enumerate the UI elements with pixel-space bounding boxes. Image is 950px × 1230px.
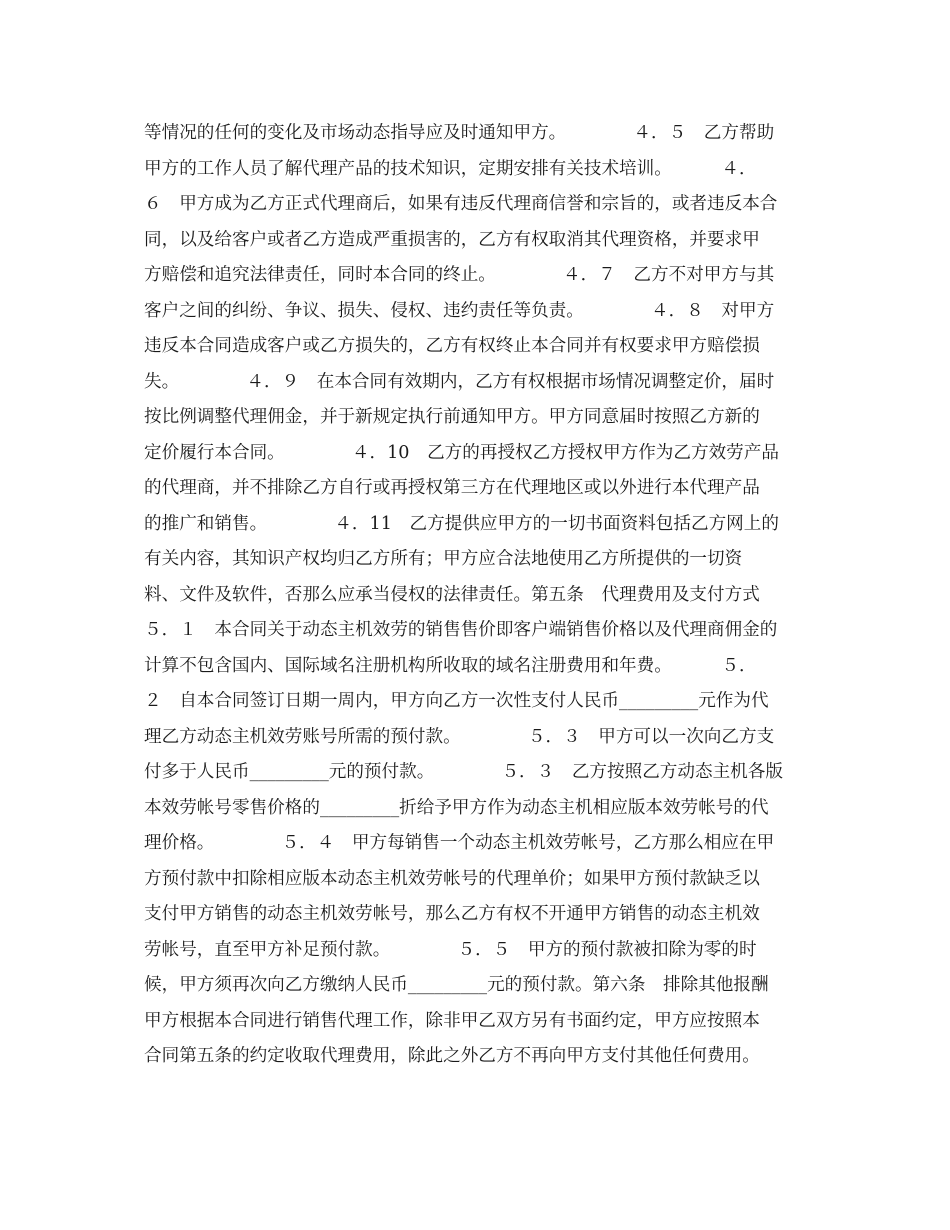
text-line: ６ 甲方成为乙方正式代理商后，如果有违反代理商信誉和宗旨的，或者违反本合 xyxy=(144,194,778,214)
text-line: 候，甲方须再次向乙方缴纳人民币_________元的预付款。第六条 排除其他报酬 xyxy=(144,975,769,995)
text-line: 方预付款中扣除相应版本动态主机效劳帐号的代理单价；如果甲方预付款缺乏以 xyxy=(144,868,760,889)
text-line: 按比例调整代理佣金，并于新规定执行前通知甲方。甲方同意届时按照乙方新的 xyxy=(144,407,760,427)
text-line: 计算不包含国内、国际域名注册机构所收取的域名注册费用和年费。 ５． xyxy=(144,655,757,676)
text-line: 支付甲方销售的动态主机效劳帐号，那么乙方有权不开通甲方销售的动态主机效 xyxy=(144,904,760,924)
text-line: 付多于人民币_________元的预付款。 ５．３ 乙方按照乙方动态主机各版 xyxy=(144,762,783,782)
text-line: 甲方的工作人员了解代理产品的技术知识，定期安排有关技术培训。 ４． xyxy=(144,158,757,179)
text-line: 料、文件及软件，否那么应承当侵权的法律责任。第五条 代理费用及支付方式 xyxy=(144,584,760,605)
text-line: 理价格。 ５．４ 甲方每销售一个动态主机效劳帐号，乙方那么相应在甲 xyxy=(144,833,775,853)
text-line: 有关内容，其知识产权均归乙方所有；甲方应合法地使用乙方所提供的一切资 xyxy=(144,549,743,569)
contract-body-text xyxy=(144,116,824,1075)
text-line: 甲方根据本合同进行销售代理工作，除非甲乙双方另有书面约定，甲方应按照本 xyxy=(144,1010,760,1031)
text-line: 失。 ４．９ 在本合同有效期内，乙方有权根据市场情况调整定价，届时 xyxy=(144,371,775,392)
text-line: ２ 自本合同签订日期一周内，甲方向乙方一次性支付人民币_________元作为代 xyxy=(144,691,769,711)
text-line: 定价履行本合同。 ４．10 乙方的再授权乙方授权甲方作为乙方效劳产品 xyxy=(144,442,779,463)
text-line: 客户之间的纠纷、争议、损失、侵权、违约责任等负责。 ４．８ 对甲方 xyxy=(144,300,775,321)
text-line: ５．１ 本合同关于动态主机效劳的销售售价即客户端销售价格以及代理商佣金的 xyxy=(144,620,778,640)
text-line: 劳帐号，直至甲方补足预付款。 ５．５ 甲方的预付款被扣除为零的时 xyxy=(144,939,757,960)
text-line: 理乙方动态主机效劳账号所需的预付款。 ５．３ 甲方可以一次向乙方支 xyxy=(144,726,775,747)
text-line: 合同第五条的约定收取代理费用，除此之外乙方不再向甲方支付其他任何费用。 xyxy=(144,1046,760,1066)
text-line: 同，以及给客户或者乙方造成严重损害的，乙方有权取消其代理资格，并要求甲 xyxy=(144,229,760,250)
text-line: 本效劳帐号零售价格的_________折给予甲方作为动态主机相应版本效劳帐号的代 xyxy=(144,797,769,818)
text-line: 的推广和销售。 ４．11 乙方提供应甲方的一切书面资料包括乙方网上的 xyxy=(144,513,779,534)
text-line: 方赔偿和追究法律责任，同时本合同的终止。 ４．７ 乙方不对甲方与其 xyxy=(144,265,775,285)
text-line: 等情况的任何的变化及市场动态指导应及时通知甲方。 ４．５ 乙方帮助 xyxy=(144,123,775,143)
text-line: 的代理商，并不排除乙方自行或再授权第三方在代理地区或以外进行本代理产品 xyxy=(144,478,760,498)
text-line: 违反本合同造成客户或乙方损失的，乙方有权终止本合同并有权要求甲方赔偿损 xyxy=(144,336,760,356)
